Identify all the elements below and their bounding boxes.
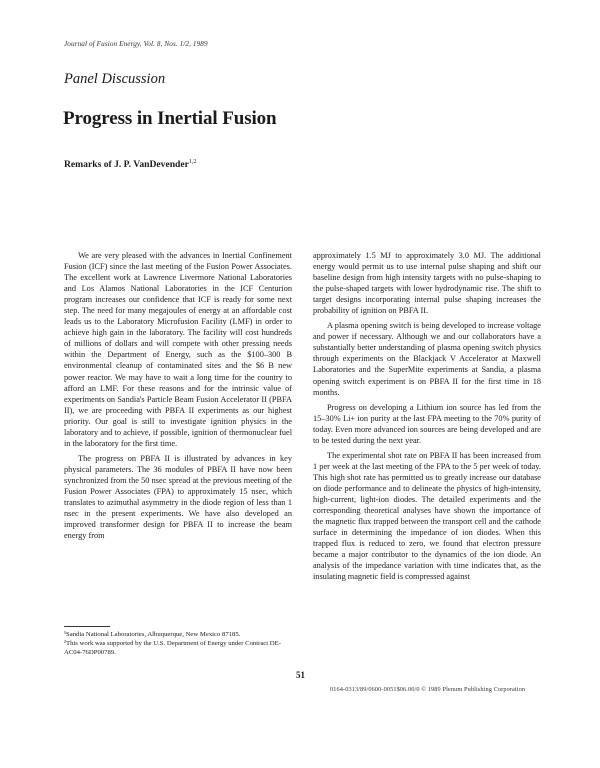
footnote-divider [64,626,110,627]
article-title: Progress in Inertial Fusion [63,108,277,129]
paragraph: We are very pleased with the advances in Inertial Confinement Fusion (ICF) since the last meeting of the Fusion Power Associates. The excellent work at Lawrence Livermore National Laboratories and Los Alamos National Laboratories in the ICF Centurion program increases our confidence that ICF is ready for some next step. The need for many megajoules of energy at an affordable cost leads us to the Laboratory Microfusion Facility (LMF) in order to achieve high gain in the laboratory. The facility will cost hundreds of millions of dollars and will compete with other pressing needs within the Department of Energy, such as the $100–300 B environmental cleanup of contaminated sites and the $6 B new power reactor. We may have to wait a long time for the country to afford an LMF. For these reasons and for the intrinsic value of experiments on Sandia's Particle Beam Fusion Accelerator II (PBFA II), we are proceeding with PBFA II experiments as our highest priority. Our goal is still to investigate ignition physics in the laboratory and to achieve, if possible, ignition of thermonuclear fuel in the laboratory for the first time. [64,251,292,448]
author-line [64,159,196,170]
body-column-left [64,250,292,541]
paragraph: A plasma opening switch is being developed to increase voltage and power if necessary. Although we and our collaborators have a substantially better understanding of plasma opening switch physics through experiments on the Blackjack V Accelerator at Maxwell Laboratories and the SuperMite experiments at Sandia, a plasma opening switch experiment is on PBFA II for the first time in 18 months. [313,321,541,397]
section-heading: Panel Discussion [64,71,166,87]
body-column-right [313,250,541,582]
footnotes [64,630,292,657]
author-remarks: Remarks of J. P. VanDevender [64,159,189,171]
paragraph: The progress on PBFA II is illustrated by advances in key physical parameters. The 36 modules of PBFA II have now been synchronized from the 50 nsec spread at the previous meeting of the Fusion Power Associates (FPA) to approximately 15 nsec, which translates to azimuthal asymmetry in the diode region of less than 1 nsec in the present experiments. We have also developed an improved transformer design for PBFA II to increase the beam energy from [64,453,292,541]
copyright-notice: 0164-0313/89/0600-0051$06.00/0 © 1989 Plenum Publishing Corporation [330,686,526,693]
footnote-1: ¹Sandia National Laboratories, Albuquerque, New Mexico 87185. [64,631,241,638]
journal-citation: Journal of Fusion Energy, Vol. 8, Nos. 1/2, 1989 [64,40,208,48]
footnote-2: ²This work was supported by the U.S. Department of Energy under Contract DE-AC04-76DP00789. [64,640,281,656]
author-footnote-marks: 1,2 [188,159,197,165]
paragraph: The experimental shot rate on PBFA II has been increased from 1 per week at the last meeting of the FPA to the 5 per week of today. This high shot rate has permitted us to greatly increase our database on diode performance and to delineate the physics of high-intensity, high-current, light-ion diodes. The detailed experiments and the corresponding theoretical analyses have shown the importance of the magnetic flux trapped between the transport cell and the cathode surface in determining the impedance of ion diodes. When this trapped flux is reduced to zero, we found that electron pressure became a major contributor to the dynamics of the ion diode. An analysis of the impedance variation with time indicates that, as the insulating magnetic field is compressed against [313,450,541,582]
page-number: 51 [296,670,305,680]
paragraph: Progress on developing a Lithium ion source has led from the 15–30% Li+ ion purity at the last FPA meeting to the 70% purity of today. Even more advanced ion sources are being developed and are to be tested during the next year. [313,402,541,445]
paragraph: approximately 1.5 MJ to approximately 3.0 MJ. The additional energy would permit us to use internal pulse shaping and shift our baseline design from high intensity targets with no pulse-shaping to the pulse-shaped targets with lower hydrodynamic rise. The shift to target designs incorporating internal pulse shaping increases the probability of ignition on PBFA II. [313,251,541,316]
